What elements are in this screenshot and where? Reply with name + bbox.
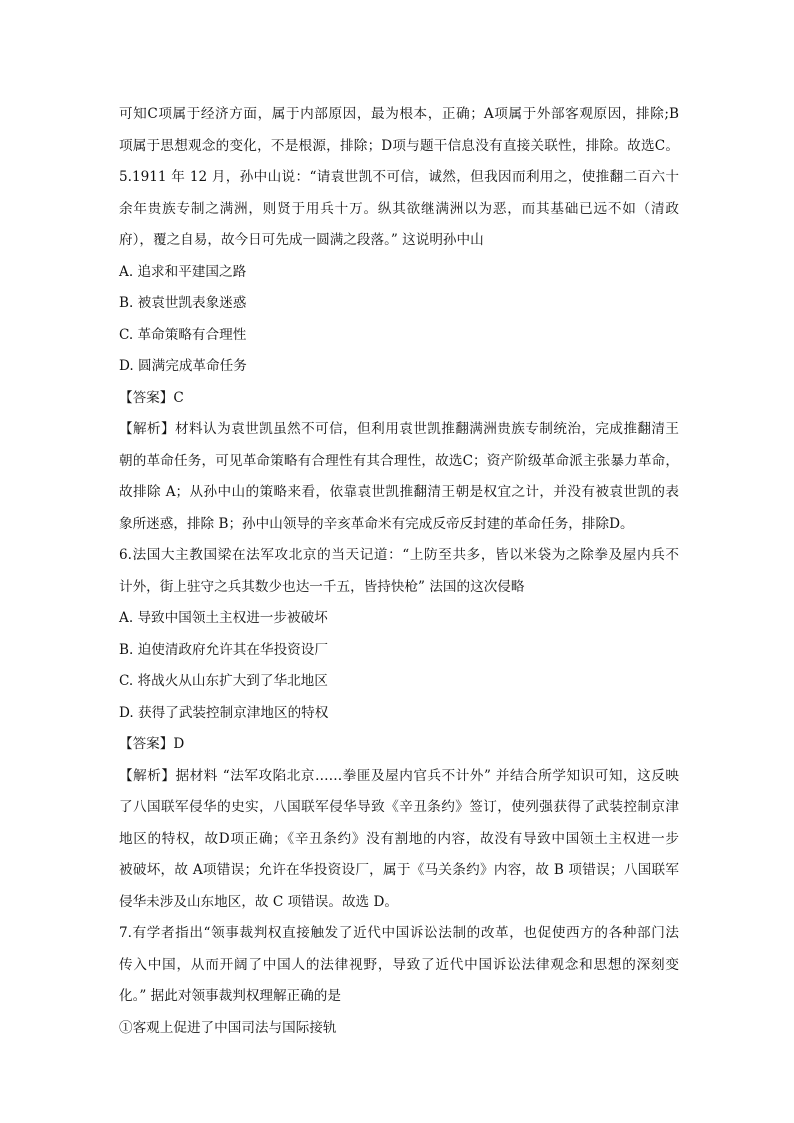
question-6-stem: 6.法国大主教国梁在法军攻北京的当天记道：“上防至共多，皆以米袋为之除拳及屋内兵不 (119, 547, 679, 563)
question-6-option-b: B. 迫使清政府允许其在华投资设厂 (119, 641, 328, 658)
text-line: 可知C项属于经济方面，属于内部原因，最为根本，正确；A项属于外部客观原因，排除;B (119, 106, 679, 122)
question-6-analysis: 了八国联军侵华的史实，八国联军侵华导致《辛丑条约》签订，使列强获得了武装控制京津 (119, 799, 679, 815)
question-5-option-b: B. 被袁世凯表象迷惑 (119, 295, 247, 311)
question-5-stem: 余年贵族专制之满洲，则贤于用兵十万。纵其欲继满洲以为恶，而其基础已远不如（清政 (119, 200, 679, 217)
question-5-option-c: C. 革命策略有合理性 (119, 326, 247, 343)
question-5-stem: 5.1911 年 12 月，孙中山说：“请袁世凯不可信，诚然，但我因而利用之，使推翻二百六十 (119, 169, 679, 185)
question-6-option-d: D. 获得了武装控制京津地区的特权 (119, 704, 329, 721)
question-6-stem: 计外，街上驻守之兵其数少也达一千五，皆持快枪” 法国的这次侵略 (119, 578, 525, 595)
text-line: 项属于思想观念的变化，不是根源，排除；D项与题干信息没有直接关联性，排除。故选C。 (119, 137, 679, 154)
question-6-answer: 【答案】D (119, 736, 185, 752)
question-6-analysis: 【解析】据材料 “法军攻陷北京……拳匪及屋内官兵不计外” 并结合所学知识可知，这反映 (119, 767, 679, 784)
question-7-stem: 化。” 据此对领事裁判权理解正确的是 (119, 988, 341, 1004)
question-6-analysis: 地区的特权，故D项正确；《辛丑条约》没有割地的内容，故没有导致中国领土主权进一步 (119, 830, 679, 847)
question-5-analysis: 【解析】材料认为袁世凯虽然不可信，但利用袁世凯推翻满洲贵族专制统治，完成推翻清王 (119, 421, 679, 437)
question-5-analysis: 故排除 A；从孙中山的策略来看，依靠袁世凯推翻清王朝是权宜之计，并没有被袁世凯的表 (119, 484, 679, 500)
question-5-analysis: 朝的革命任务，可见革命策略有合理性有其合理性，故选C；资产阶级革命派主张暴力革命， (119, 452, 679, 469)
question-6-option-a: A. 导致中国领土主权进一步被破坏 (119, 610, 328, 626)
question-5-analysis: 象所迷惑，排除 B；孙中山领导的辛亥革命米有完成反帝反封建的革命任务，排除D。 (119, 515, 634, 532)
question-7-stem: 7.有学者指出“领事裁判权直接触发了近代中国诉讼法制的改革，也促使西方的各种部门法 (119, 925, 679, 941)
question-5-option-a: A. 追求和平建国之路 (119, 263, 247, 280)
question-6-option-c: C. 将战火从山东扩大到了华北地区 (119, 673, 328, 689)
question-5-stem: 府），覆之自易，故今日可先成一圆满之段落。” 这说明孙中山 (119, 232, 484, 248)
question-6-analysis: 被破坏，故 A项错误；允许在华投资设厂，属于《马关条约》内容，故 B 项错误；八国联军 (119, 862, 679, 878)
question-6-analysis: 侵华未涉及山东地区，故 C 项错误。故选 D。 (119, 893, 398, 910)
document-body (119, 99, 679, 1044)
question-7-item-1: ①客观上促进了中国司法与国际接轨 (119, 1019, 337, 1036)
question-5-option-d: D. 圆满完成革命任务 (119, 358, 247, 374)
question-5-answer: 【答案】C (119, 389, 184, 406)
question-7-stem: 传入中国，从而开阔了中国人的法律视野，导致了近代中国诉讼法律观念和思想的深刻变 (119, 956, 679, 973)
